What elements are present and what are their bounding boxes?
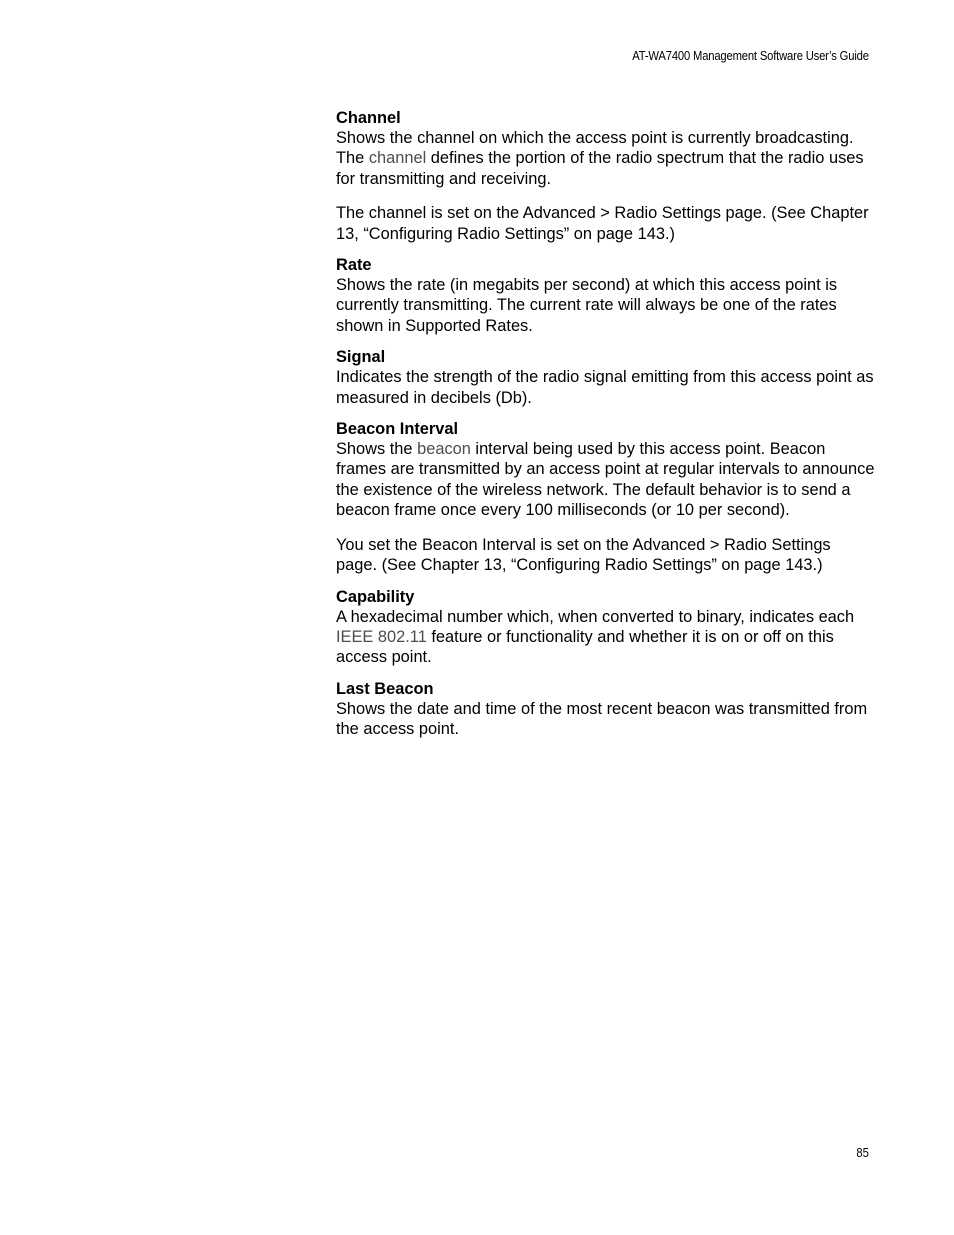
section-heading: Capability bbox=[336, 587, 415, 606]
section-heading: Channel bbox=[336, 109, 401, 127]
paragraph: Shows the date and time of the most recent beacon was transmitted from the access point. bbox=[336, 699, 868, 739]
section-heading: Signal bbox=[336, 348, 386, 367]
text-run: A hexadecimal number which, when converted to binary, indicates each bbox=[336, 607, 855, 626]
paragraph bbox=[336, 439, 876, 521]
section-signal bbox=[336, 347, 876, 408]
glossary-term-link[interactable]: beacon bbox=[417, 440, 471, 459]
paragraph bbox=[336, 128, 876, 189]
section-capability bbox=[336, 587, 876, 668]
section-channel bbox=[336, 108, 876, 244]
section-heading: Last Beacon bbox=[336, 679, 434, 698]
text-run: interval being used by this access point. Beacon frames are transmitted by an access point at regular intervals to announce the existence of the wireless network. The default behavior is to send a beacon frame once every 100 milliseconds (or 10 per second). bbox=[336, 440, 875, 520]
section-heading: Rate bbox=[336, 256, 372, 275]
text-run: Shows the channel on which the access point is currently broadcasting. The bbox=[336, 129, 854, 168]
page-number: 85 bbox=[856, 1146, 869, 1160]
paragraph: You set the Beacon Interval is set on the Advanced > Radio Settings page. (See Chapter 13, “Configuring Radio Settings” on page 143.) bbox=[336, 535, 831, 575]
document-body bbox=[336, 108, 876, 751]
text-run: feature or functionality and whether it is on or off on this access point. bbox=[336, 627, 834, 667]
glossary-term-link[interactable]: channel bbox=[368, 149, 427, 168]
section-beacon-interval bbox=[336, 419, 876, 575]
glossary-term-link[interactable]: IEEE 802.11 bbox=[336, 627, 427, 646]
paragraph: Shows the rate (in megabits per second) at which this access point is currently transmitting. The current rate will always be one of the rates shown in Supported Rates. bbox=[336, 276, 838, 335]
section-rate bbox=[336, 255, 876, 336]
section-last-beacon bbox=[336, 679, 876, 740]
text-run: defines the portion of the radio spectrum that the radio uses for transmitting and receiving. bbox=[336, 149, 864, 188]
paragraph bbox=[336, 607, 876, 668]
paragraph: Indicates the strength of the radio signal emitting from this access point as measured in decibels (Db). bbox=[336, 368, 874, 407]
paragraph: The channel is set on the Advanced > Radio Settings page. (See Chapter 13, “Configuring Radio Settings” on page 143.) bbox=[336, 204, 869, 243]
running-header: AT-WA7400 Management Software User’s Guide bbox=[632, 49, 869, 63]
section-heading: Beacon Interval bbox=[336, 420, 459, 439]
text-run: Shows the bbox=[336, 440, 418, 459]
